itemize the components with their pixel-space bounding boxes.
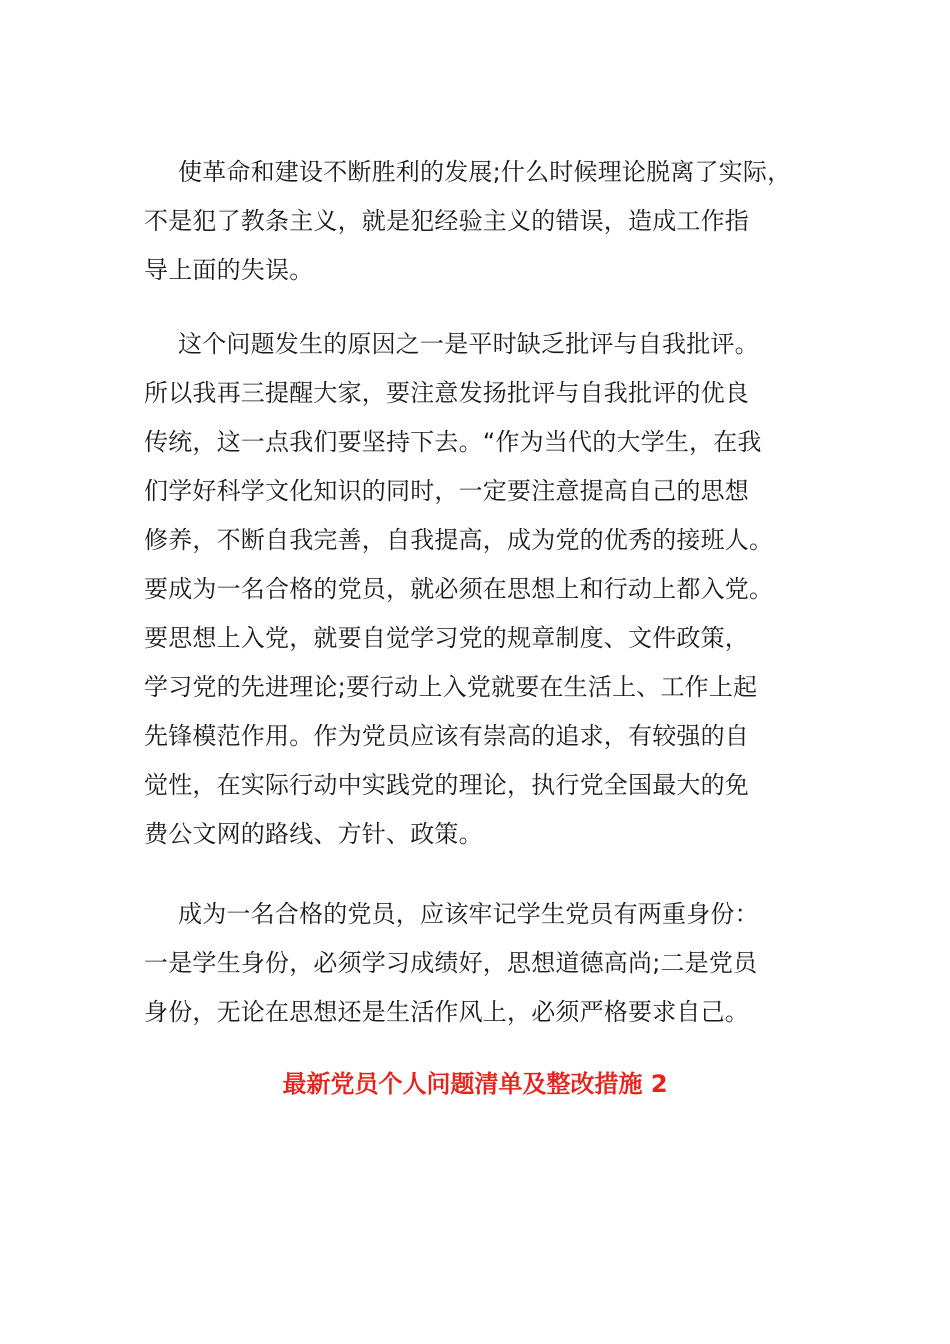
text-line: 所以我再三提醒大家，要注意发扬批评与自我批评的优良 bbox=[144, 379, 749, 407]
text-line: 身份，无论在思想还是生活作风上，必须严格要求自己。 bbox=[144, 998, 749, 1026]
text-line: 这个问题发生的原因之一是平时缺乏批评与自我批评。 bbox=[178, 330, 759, 358]
paragraph-3 bbox=[144, 890, 804, 1037]
text-line: 导上面的失误。 bbox=[144, 256, 314, 284]
text-line: 学习党的先进理论;要行动上入党就要在生活上、工作上起 bbox=[144, 673, 758, 701]
text-line: 觉性，在实际行动中实践党的理论，执行党全国最大的免 bbox=[144, 771, 749, 799]
text-line: 要成为一名合格的党员，就必须在思想上和行动上都入党。 bbox=[144, 575, 774, 603]
text-line: 传统，这一点我们要坚持下去。“作为当代的大学生，在我 bbox=[144, 428, 762, 456]
section-heading: 最新党员个人问题清单及整改措施 2 bbox=[282, 1070, 668, 1098]
text-line: 使革命和建设不断胜利的发展;什么时候理论脱离了实际， bbox=[178, 158, 792, 186]
text-line: 成为一名合格的党员，应该牢记学生党员有两重身份： bbox=[178, 900, 759, 928]
text-line: 要思想上入党，就要自觉学习党的规章制度、文件政策， bbox=[144, 624, 749, 652]
paragraph-1 bbox=[144, 148, 804, 295]
paragraph-2 bbox=[144, 320, 804, 859]
text-line: 一是学生身份，必须学习成绩好，思想道德高尚;二是党员 bbox=[144, 949, 758, 977]
text-line: 修养，不断自我完善，自我提高，成为党的优秀的接班人。 bbox=[144, 526, 774, 554]
text-line: 先锋模范作用。作为党员应该有崇高的追求，有较强的自 bbox=[144, 722, 749, 750]
text-line: 费公文网的路线、方针、政策。 bbox=[144, 820, 483, 848]
text-line: 不是犯了教条主义，就是犯经验主义的错误，造成工作指 bbox=[144, 207, 749, 235]
text-line: 们学好科学文化知识的同时，一定要注意提高自己的思想 bbox=[144, 477, 749, 505]
